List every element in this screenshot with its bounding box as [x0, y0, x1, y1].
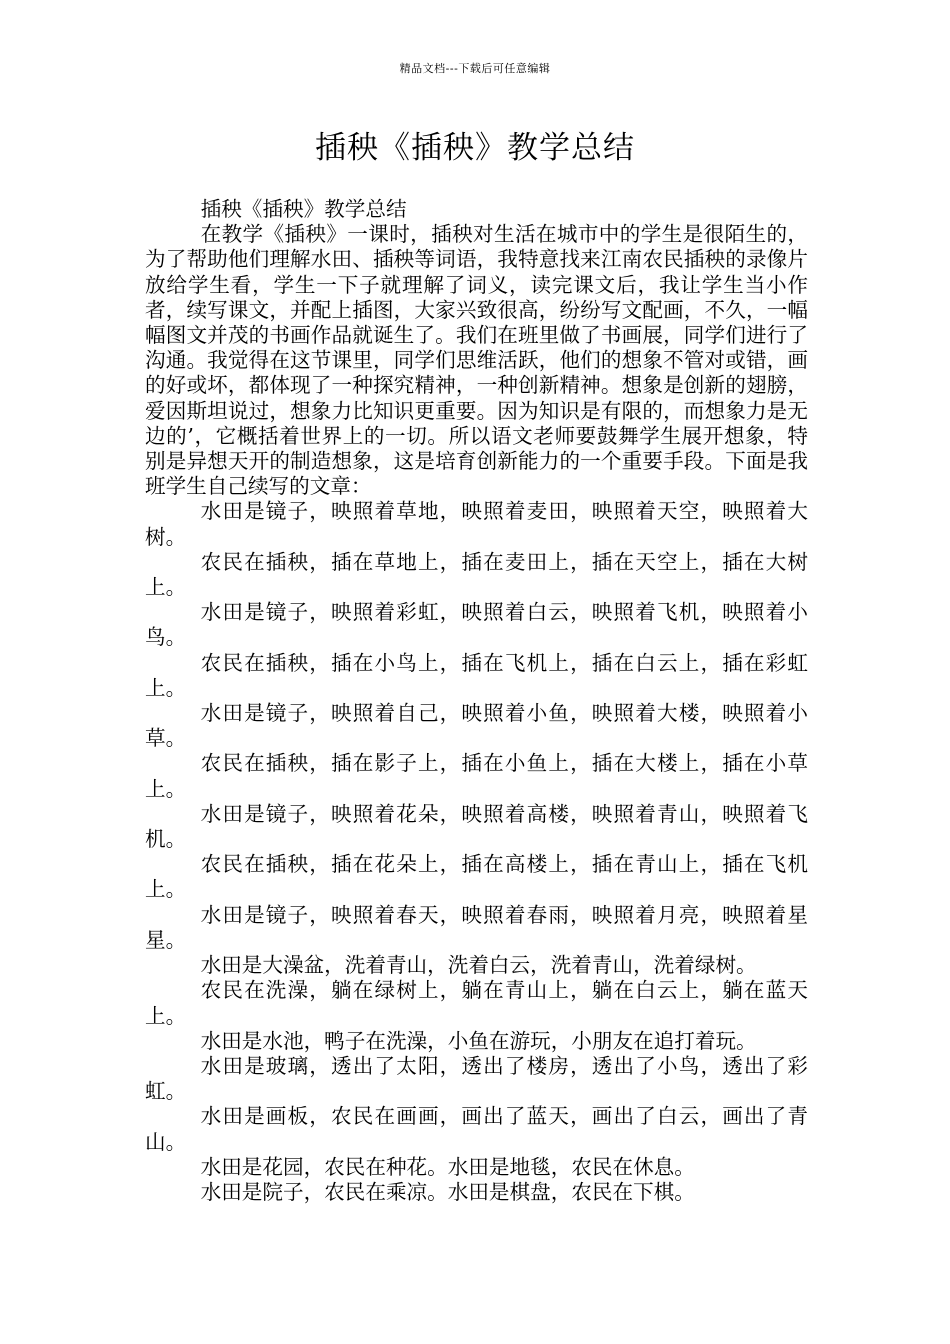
- body-paragraph: 水田是镜子，映照着自己，映照着小鱼，映照着大楼，映照着小草。: [145, 701, 808, 751]
- body-paragraph: 水田是院子，农民在乘凉。水田是棋盘，农民在下棋。: [200, 1179, 695, 1204]
- body-paragraph: 水田是镜子，映照着草地，映照着麦田，映照着天空，映照着大树。: [145, 499, 808, 549]
- body-paragraph: 农民在插秧，插在影子上，插在小鱼上，插在大楼上，插在小草上。: [145, 751, 808, 801]
- body-paragraph: 农民在洗澡，躺在绿树上，躺在青山上，躺在白云上，躺在蓝天上。: [145, 978, 808, 1028]
- body-paragraph: 在教学《插秧》一课时，插秧对生活在城市中的学生是很陌生的，为了帮助他们理解水田、插秧等词语，我特意找来江南农民插秧的录像片放给学生看，学生一下子就理解了词义，读完课文后，我让学生当小作者，续写课文，并配上插图，大家兴致很高，纷纷写文配画，不久，一幅幅图文并茂的书画作品就诞生了。我们在班里做了书画展，同学们进行了沟通。我觉得在这节课里，同学们思维活跃，他们的想象不管对或错，画的好或坏，都体现了一种探究精神，一种创新精神。想象是创新的翅膀，爱因斯坦说过，想象力比知识更重要。因为知识是有限的，而想象力是无边的’，它概括着世界上的一切。所以语文老师要鼓舞学生展开想象，特别是异想天开的制造想象，这是培育创新能力的一个重要手段。下面是我班学生自己续写的文章：: [145, 222, 808, 499]
- body-paragraph: 水田是镜子，映照着彩虹，映照着白云，映照着飞机，映照着小鸟。: [145, 600, 808, 650]
- body-paragraph: 水田是画板，农民在画画，画出了蓝天，画出了白云，画出了青山。: [145, 1104, 808, 1154]
- body-paragraph: 水田是玻璃，透出了太阳，透出了楼房，透出了小鸟，透出了彩虹。: [145, 1053, 808, 1104]
- body-paragraph: 水田是镜子，映照着花朵，映照着高楼，映照着青山，映照着飞机。: [145, 801, 808, 852]
- body-paragraph: 插秧《插秧》教学总结: [200, 197, 407, 221]
- body-paragraph: 农民在插秧，插在草地上，插在麦田上，插在天空上，插在大树上。: [145, 549, 808, 600]
- document-title: 插秧《插秧》教学总结: [315, 130, 635, 166]
- body-paragraph: 水田是花园，农民在种花。水田是地毯，农民在休息。: [200, 1154, 695, 1179]
- body-paragraph: 水田是镜子，映照着春天，映照着春雨，映照着月亮，映照着星星。: [145, 902, 808, 952]
- page-header: 精品文档---下载后可任意编辑: [399, 62, 551, 75]
- body-paragraph: 农民在插秧，插在小鸟上，插在飞机上，插在白云上，插在彩虹上。: [145, 650, 808, 700]
- body-paragraph: 水田是大澡盆，洗着青山，洗着白云，洗着青山，洗着绿树。: [200, 953, 757, 978]
- body-paragraph: 农民在插秧，插在花朵上，插在高楼上，插在青山上，插在飞机上。: [145, 852, 808, 902]
- document-body: [145, 197, 808, 1205]
- body-paragraph: 水田是水池，鸭子在洗澡，小鱼在游玩，小朋友在追打着玩。: [200, 1028, 757, 1053]
